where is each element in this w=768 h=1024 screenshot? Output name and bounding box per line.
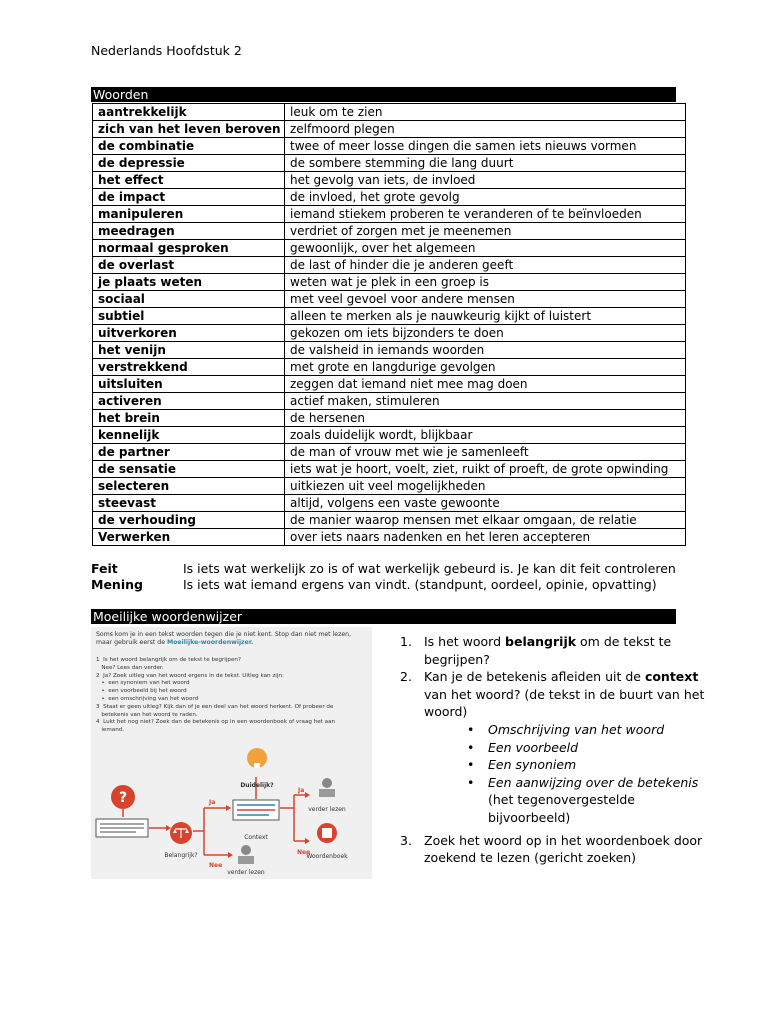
question-1-post: om de tekst te begrijpen? [424, 634, 672, 667]
table-row [93, 359, 686, 376]
question-1-bold: belangrijk [505, 634, 577, 649]
word-term: aantrekkelijk [93, 104, 285, 121]
feit-label: Feit [91, 561, 118, 576]
table-row [93, 342, 686, 359]
guide-step: • een synoniem van het woord [96, 680, 190, 687]
belangrijk-label: Belangrijk? [164, 852, 198, 859]
table-row [93, 240, 686, 257]
word-term: de overlast [93, 257, 285, 274]
guide-intro-text: Soms kom je in een tekst woorden tegen die je niet kent. Stop dan niet met lezen, maar gebruik eerst de [96, 631, 352, 646]
guide-step: iemand. [96, 727, 125, 734]
words-section-title: Woorden [91, 87, 676, 102]
reader-icon-bottom [241, 845, 251, 855]
feit-text: Is iets wat werkelijk zo is of wat werkelijk gebeurd is. Je kan dit feit controleren [183, 561, 676, 576]
table-row [93, 104, 686, 121]
word-definition: zeggen dat iemand niet mee mag doen [285, 376, 686, 393]
guide-step: 3 Staat er geen uitleg? Kijk dan of je een deel van het woord herkent. Of probeer de [96, 703, 334, 710]
ja-label-2: Ja [298, 787, 305, 794]
word-definition: verdriet of zorgen met je meenemen [285, 223, 686, 240]
word-term: activeren [93, 393, 285, 410]
verder-lezen-label-1: verder lezen [308, 806, 346, 813]
guide-step: • een omschrijving van het woord [96, 695, 199, 702]
word-term: de depressie [93, 155, 285, 172]
table-row [93, 121, 686, 138]
word-definition: over iets naars nadenken en het leren accepteren [285, 529, 686, 546]
word-definition: de invloed, het grote gevolg [285, 189, 686, 206]
mening-label: Mening [91, 577, 143, 592]
table-row [93, 274, 686, 291]
word-term: steevast [93, 495, 285, 512]
word-term: uitverkoren [93, 325, 285, 342]
table-row [93, 172, 686, 189]
word-term: uitsluiten [93, 376, 285, 393]
guide-step: Nee? Lees dan verder. [96, 664, 164, 671]
word-term: Verwerken [93, 529, 285, 546]
table-row [93, 376, 686, 393]
word-definition: altijd, volgens een vaste gewoonte [285, 495, 686, 512]
bullet-icon: • [467, 721, 475, 737]
guide-step: betekenis van het woord te raden. [96, 711, 198, 718]
word-definition: actief maken, stimuleren [285, 393, 686, 410]
table-row [93, 529, 686, 546]
word-term: sociaal [93, 291, 285, 308]
mening-text: Is iets wat iemand ergens van vindt. (standpunt, oordeel, opinie, opvatting) [183, 577, 657, 592]
guide-step: 1 Is het woord belangrijk om de tekst te begrijpen? [96, 657, 241, 663]
woordenboek-label: Woordenboek [306, 853, 348, 860]
subitem-1-text: Omschrijving van het woord [488, 721, 665, 737]
word-term: de verhouding [93, 512, 285, 529]
word-term: de combinatie [93, 138, 285, 155]
question-2-number: 2. [400, 669, 412, 685]
word-definition: leuk om te zien [285, 104, 686, 121]
nee-label-1: Nee [209, 862, 223, 869]
question-3-text: Zoek het woord op in het woordenboek door zoekend te lezen (gericht zoeken) [424, 832, 703, 866]
question-1-pre: Is het woord [424, 634, 506, 649]
guide-intro-accent: Moeilijke-woordenwijzer. [167, 639, 254, 646]
question-2 [400, 668, 720, 721]
word-definition: alleen te merken als je nauwkeurig kijkt of luistert [285, 308, 686, 325]
word-definition: gewoonlijk, over het algemeen [285, 240, 686, 257]
word-definition: weten wat je plek in een groep is [285, 274, 686, 291]
question-3-number: 3. [400, 832, 412, 848]
word-term: de sensatie [93, 461, 285, 478]
table-row [93, 138, 686, 155]
question-3 [400, 832, 720, 867]
subitem-1 [400, 721, 720, 739]
word-term: kennelijk [93, 427, 285, 444]
word-definition: iemand stiekem proberen te veranderen of te beïnvloeden [285, 206, 686, 223]
word-term: meedragen [93, 223, 285, 240]
word-term: zich van het leven beroven [93, 121, 285, 138]
word-term: het effect [93, 172, 285, 189]
svg-text:?: ? [118, 790, 128, 806]
question-2-pre: Kan je de betekenis afleiden uit de [424, 669, 645, 685]
word-definition: twee of meer losse dingen die samen iets nieuws vormen [285, 138, 686, 155]
table-row [93, 427, 686, 444]
table-row [93, 444, 686, 461]
word-definition: de hersenen [285, 410, 686, 427]
table-row [93, 308, 686, 325]
word-term: selecteren [93, 478, 285, 495]
subitem-3 [400, 756, 720, 774]
table-row [93, 325, 686, 342]
word-term: manipuleren [93, 206, 285, 223]
word-definition: zelfmoord plegen [285, 121, 686, 138]
subitem-2-text: Een voorbeeld [488, 739, 579, 755]
guide-step: 2 Ja? Zoek uitleg van het woord ergens in de tekst. Uitleg kan zijn: [96, 672, 284, 679]
table-row [93, 257, 686, 274]
question-2-bold: context [644, 669, 699, 685]
subitem-2 [400, 739, 720, 757]
word-term: de impact [93, 189, 285, 206]
question-2-post: van het woord? (de tekst in de buurt van het woord) [424, 686, 705, 720]
word-definition: de sombere stemming die lang duurt [285, 155, 686, 172]
table-row [93, 223, 686, 240]
word-definition: iets wat je hoort, voelt, ziet, ruikt of proeft, de grote opwinding [285, 461, 686, 478]
nee-label-2: Nee [297, 849, 311, 856]
subitem-4-normal: (het tegenovergestelde bijvoorbeeld) [488, 792, 635, 825]
context-label: Context [244, 834, 268, 841]
word-definition: uitkiezen uit veel mogelijkheden [285, 478, 686, 495]
table-row [93, 206, 686, 223]
word-definition: zoals duidelijk wordt, blijkbaar [285, 427, 686, 444]
table-row [93, 393, 686, 410]
duidelijk-label: Duidelijk? [240, 782, 274, 789]
guide-section-title: Moeilijke woordenwijzer [91, 609, 676, 624]
word-definition: de valsheid in iemands woorden [285, 342, 686, 359]
bullet-icon: • [467, 757, 475, 773]
word-term: het brein [93, 410, 285, 427]
table-row [93, 410, 686, 427]
word-definition: de man of vrouw met wie je samenleeft [285, 444, 686, 461]
verder-lezen-label-2: verder lezen [227, 869, 265, 876]
table-row [93, 495, 686, 512]
word-definition: het gevolg van iets, de invloed [285, 172, 686, 189]
word-definition: gekozen om iets bijzonders te doen [285, 325, 686, 342]
subitem-3-text: Een synoniem [488, 757, 577, 773]
word-term: normaal gesproken [93, 240, 285, 257]
word-term: je plaats weten [93, 274, 285, 291]
ja-label-1: Ja [209, 799, 216, 806]
guide-step: • een voorbeeld bij het woord [96, 688, 187, 695]
subitem-4-italic: Een aanwijzing over de betekenis [488, 774, 699, 790]
word-term: de partner [93, 444, 285, 461]
document-header: Nederlands Hoofdstuk 2 [91, 43, 242, 58]
table-row [93, 291, 686, 308]
table-row [93, 512, 686, 529]
subitem-4 [400, 774, 720, 827]
word-term: het venijn [93, 342, 285, 359]
word-definition: met veel gevoel voor andere mensen [285, 291, 686, 308]
question-list [400, 633, 720, 867]
table-row [93, 189, 686, 206]
guide-diagram [91, 627, 372, 879]
table-row [93, 155, 686, 172]
bullet-icon: • [467, 739, 475, 755]
word-term: subtiel [93, 308, 285, 325]
table-row [93, 461, 686, 478]
reader-icon-top [322, 778, 332, 788]
question-1-number: 1. [400, 634, 412, 649]
guide-step: 4 Lukt het nog niet? Zoek dan de betekenis op in een woordenboek of vraag het aan [96, 719, 336, 726]
word-term: verstrekkend [93, 359, 285, 376]
woordenwijzer-image [91, 627, 372, 879]
words-table [92, 103, 686, 546]
word-definition: de last of hinder die je anderen geeft [285, 257, 686, 274]
question-1 [400, 633, 720, 668]
word-definition: de manier waarop mensen met elkaar omgaan, de relatie [285, 512, 686, 529]
word-definition: met grote en langdurige gevolgen [285, 359, 686, 376]
table-row [93, 478, 686, 495]
bullet-icon: • [467, 774, 475, 790]
